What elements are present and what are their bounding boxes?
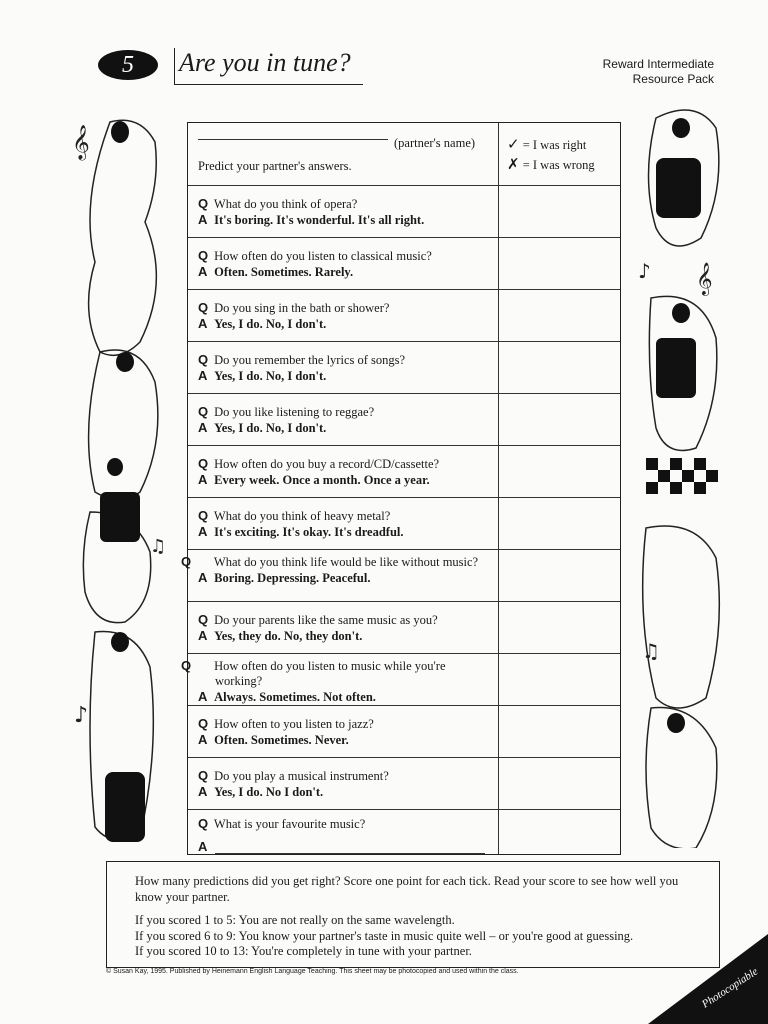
score-band-2: If you scored 6 to 9: You know your partner's taste in music quite well – or you're good at guessing. bbox=[135, 928, 634, 943]
table-header-row bbox=[188, 123, 620, 185]
answer-options: Often. Sometimes. Never. bbox=[214, 733, 349, 747]
question-text: How often do you listen to classical music? bbox=[214, 249, 432, 263]
question-row: Q What do you think of opera? A It's boring. It's wonderful. It's all right. bbox=[188, 185, 620, 237]
question-text: Do you like listening to reggae? bbox=[214, 405, 375, 419]
question-text: What is your favourite music? bbox=[213, 817, 366, 831]
answer-options: Yes, I do. No, I don't. bbox=[214, 317, 327, 331]
answer-options: It's exciting. It's okay. It's dreadful. bbox=[214, 525, 404, 539]
answer-options: Yes, I do. No I don't. bbox=[214, 785, 324, 799]
favourite-music-answer-line[interactable] bbox=[215, 841, 485, 854]
tick-cell[interactable] bbox=[499, 342, 620, 393]
questionnaire-table bbox=[181, 122, 621, 855]
score-intro: How many predictions did you get right? Score one point for each tick. Read your score to see how well you know your partner. bbox=[135, 874, 679, 904]
legend-right: ✓ = I was right bbox=[507, 135, 587, 153]
predict-instruction: Predict your partner's answers. bbox=[198, 159, 352, 173]
svg-text:♫: ♫ bbox=[150, 536, 167, 557]
question-text: How often do you buy a record/CD/cassette? bbox=[214, 457, 440, 471]
question-text: What do you think of opera? bbox=[213, 197, 358, 211]
tick-cell[interactable] bbox=[499, 290, 620, 341]
unit-number: 5 bbox=[122, 51, 134, 78]
question-row: Q How often do you listen to music while you're working? A Always. Sometimes. Not often. bbox=[188, 653, 620, 705]
question-row: Q Do you remember the lyrics of songs? A Yes, I do. No, I don't. bbox=[188, 341, 620, 393]
tick-cell[interactable] bbox=[499, 810, 620, 854]
question-row: Q Do you sing in the bath or shower? A Yes, I do. No, I don't. bbox=[188, 289, 620, 341]
check-icon: ✓ bbox=[507, 135, 520, 153]
question-row: Q Do your parents like the same music as you? A Yes, they do. No, they don't. bbox=[188, 601, 620, 653]
question-row: Q What is your favourite music? A bbox=[188, 809, 620, 854]
right-musicians-illustration bbox=[636, 98, 736, 848]
answer-options: Yes, I do. No, I don't. bbox=[214, 369, 327, 383]
question-row: Q What do you think life would be like without music? A Boring. Depressing. Peaceful. bbox=[188, 549, 620, 601]
answer-options: Yes, I do. No, I don't. bbox=[214, 421, 327, 435]
tick-cell[interactable] bbox=[499, 238, 620, 289]
question-row: Q Do you play a musical instrument? A Yes, I do. No I don't. bbox=[188, 757, 620, 809]
tick-cell[interactable] bbox=[499, 706, 620, 757]
question-row: Q How often do you listen to classical music? A Often. Sometimes. Rarely. bbox=[188, 237, 620, 289]
partner-name-line bbox=[198, 139, 388, 140]
tick-cell[interactable] bbox=[499, 758, 620, 809]
tick-cell[interactable] bbox=[499, 394, 620, 445]
answer-options: It's boring. It's wonderful. It's all right. bbox=[214, 213, 425, 227]
cross-icon: ✗ bbox=[507, 155, 520, 173]
svg-text:𝄞: 𝄞 bbox=[696, 262, 713, 295]
question-text: Do you play a musical instrument? bbox=[214, 769, 389, 783]
question-text: What do you think of heavy metal? bbox=[213, 509, 391, 523]
question-text: Do your parents like the same music as you? bbox=[214, 613, 438, 627]
partner-name-label: (partner's name) bbox=[394, 136, 476, 150]
score-band-3: If you scored 10 to 13: You're completely in tune with your partner. bbox=[135, 944, 472, 958]
score-box bbox=[106, 861, 720, 968]
tick-cell[interactable] bbox=[499, 602, 620, 653]
svg-text:♪: ♪ bbox=[74, 703, 89, 728]
resource-pack-label bbox=[603, 57, 714, 87]
copyright-notice: © Susan Kay, 1995. Published by Heinemann English Language Teaching. This sheet may be photocopied and used within the class. bbox=[106, 968, 519, 975]
resource-line-2: Resource Pack bbox=[632, 72, 714, 86]
resource-line-1: Reward Intermediate bbox=[602, 57, 714, 71]
answer-options: Boring. Depressing. Peaceful. bbox=[214, 571, 371, 585]
question-text: Do you remember the lyrics of songs? bbox=[214, 353, 406, 367]
svg-text:𝄞: 𝄞 bbox=[72, 125, 90, 160]
answer-options: Every week. Once a month. Once a year. bbox=[214, 473, 430, 487]
question-row: Q What do you think of heavy metal? A It's exciting. It's okay. It's dreadful. bbox=[188, 497, 620, 549]
tick-cell[interactable] bbox=[499, 550, 620, 601]
page-title: Are you in tune? bbox=[174, 48, 363, 85]
tick-cell[interactable] bbox=[499, 446, 620, 497]
question-text: What do you think life would be like without music? bbox=[213, 555, 479, 569]
legend-wrong: ✗ = I was wrong bbox=[507, 155, 595, 173]
tick-cell[interactable] bbox=[499, 654, 620, 705]
answer-options: Always. Sometimes. Not often. bbox=[214, 690, 376, 704]
score-band-1: If you scored 1 to 5: You are not really on the same wavelength. bbox=[135, 913, 455, 927]
question-row: Q Do you like listening to reggae? A Yes, I do. No, I don't. bbox=[188, 393, 620, 445]
left-musicians-illustration bbox=[70, 112, 170, 847]
svg-text:♫: ♫ bbox=[642, 639, 660, 663]
question-row: Q How often to you listen to jazz? A Often. Sometimes. Never. bbox=[188, 705, 620, 757]
question-text: How often do you listen to music while you're working? bbox=[214, 659, 446, 688]
question-text: How often to you listen to jazz? bbox=[214, 717, 374, 731]
photocopiable-label: Photocopiable bbox=[699, 965, 761, 1011]
svg-text:♪: ♪ bbox=[638, 259, 651, 283]
tick-cell[interactable] bbox=[499, 186, 620, 237]
answer-options: Yes, they do. No, they don't. bbox=[214, 629, 363, 643]
answer-options: Often. Sometimes. Rarely. bbox=[214, 265, 354, 279]
question-row: Q How often do you buy a record/CD/cassette? A Every week. Once a month. Once a year. bbox=[188, 445, 620, 497]
unit-number-badge bbox=[98, 50, 158, 80]
question-text: Do you sing in the bath or shower? bbox=[214, 301, 390, 315]
tick-cell[interactable] bbox=[499, 498, 620, 549]
